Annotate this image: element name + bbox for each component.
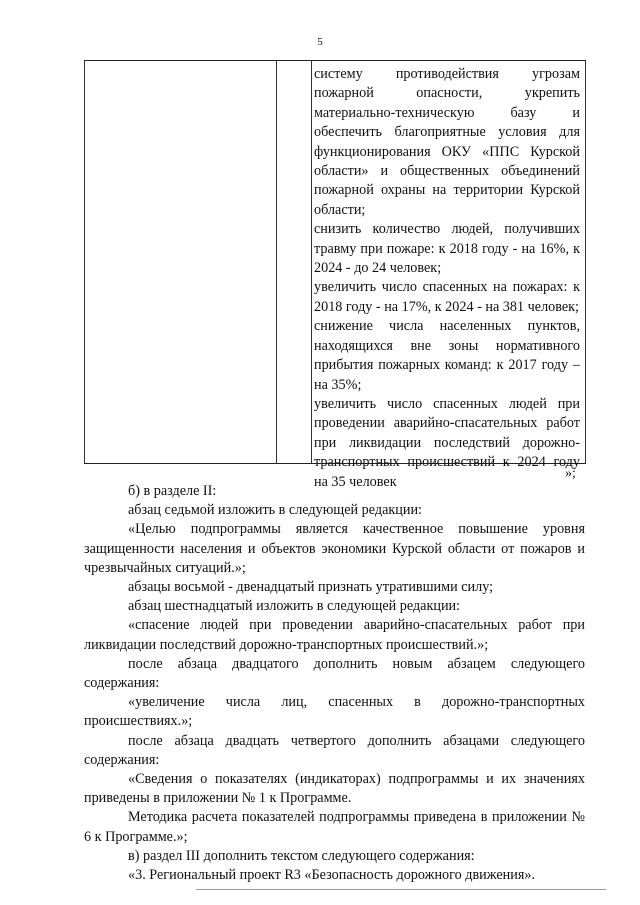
paragraph: абзац седьмой изложить в следующей редакции: — [128, 502, 423, 519]
table-cell-line: снижение числа населенных пунктов, находящихся вне зоны нормативного прибытия пожарных команд: к 2017 году – на 35%; — [314, 318, 580, 393]
paragraph: после абзаца двадцатого дополнить новым абзацем следующего содержания: — [84, 655, 585, 692]
paragraph: после абзаца двадцать четвертого дополнить абзацами следующего содержания: — [84, 732, 585, 768]
paragraph: Методика расчета показателей подпрограммы приведена в приложении № 6 к Программе.»; — [84, 809, 585, 845]
table-cell-goals — [314, 65, 580, 492]
paragraph: абзац шестнадцатый изложить в следующей редакции: — [128, 598, 461, 615]
table-fragment — [84, 60, 586, 490]
document-body — [84, 482, 585, 885]
paragraph: «Сведения о показателях (индикаторах) подпрограммы и их значениях приведены в приложении № 1 к Программе. — [84, 771, 585, 807]
closing-quote: »; — [565, 466, 576, 481]
table-cell-line: увеличить число спасенных людей при проведении аварийно-спасательных работ при ликвидации последствий дорожно-транспортных происшествий к 2024 году на 35 человек — [314, 395, 580, 490]
table-border-right — [585, 61, 586, 463]
paragraph: б) в разделе II: — [128, 483, 217, 499]
paragraph: «увеличение числа лиц, спасенных в дорожно-транспортных происшествиях.»; — [84, 694, 585, 730]
table-cell-line: систему противодействия угрозам пожарной опасности, укрепить материально-техническую базу и обеспечить благоприятные условия для функционирования ОКУ «ППС Курской области» и общественных объединений пожарной охраны на территории Курской области; — [314, 66, 580, 218]
paragraph: «спасение людей при проведении аварийно-спасательных работ при ликвидации последствий дорожно-транспортных происшествий.»; — [84, 617, 585, 653]
paragraph: «Целью подпрограммы является качественное повышение уровня защищенности населения и объектов экономики Курской области от пожаров и чрезвычайных ситуаций.»; — [84, 521, 585, 576]
table-cell-line: снизить количество людей, получивших травму при пожаре: к 2018 году - на 16%, к 2024 - до 24 человек; — [314, 221, 580, 277]
page-number: 5 — [317, 36, 323, 48]
footer-rule — [196, 889, 606, 890]
paragraph: в) раздел III дополнить текстом следующего содержания: — [128, 847, 475, 864]
table-divider-2 — [311, 61, 312, 463]
table-divider-1 — [276, 61, 277, 463]
table-border-left — [84, 61, 85, 463]
table-cell-line: увеличить число спасенных на пожарах: к 2018 году - на 17%, к 2024 - на 381 человек; — [314, 279, 580, 315]
paragraph: абзацы восьмой - двенадцатый признать утратившими силу; — [128, 579, 494, 596]
paragraph: «3. Региональный проект R3 «Безопасность дорожного движения». — [128, 867, 536, 884]
